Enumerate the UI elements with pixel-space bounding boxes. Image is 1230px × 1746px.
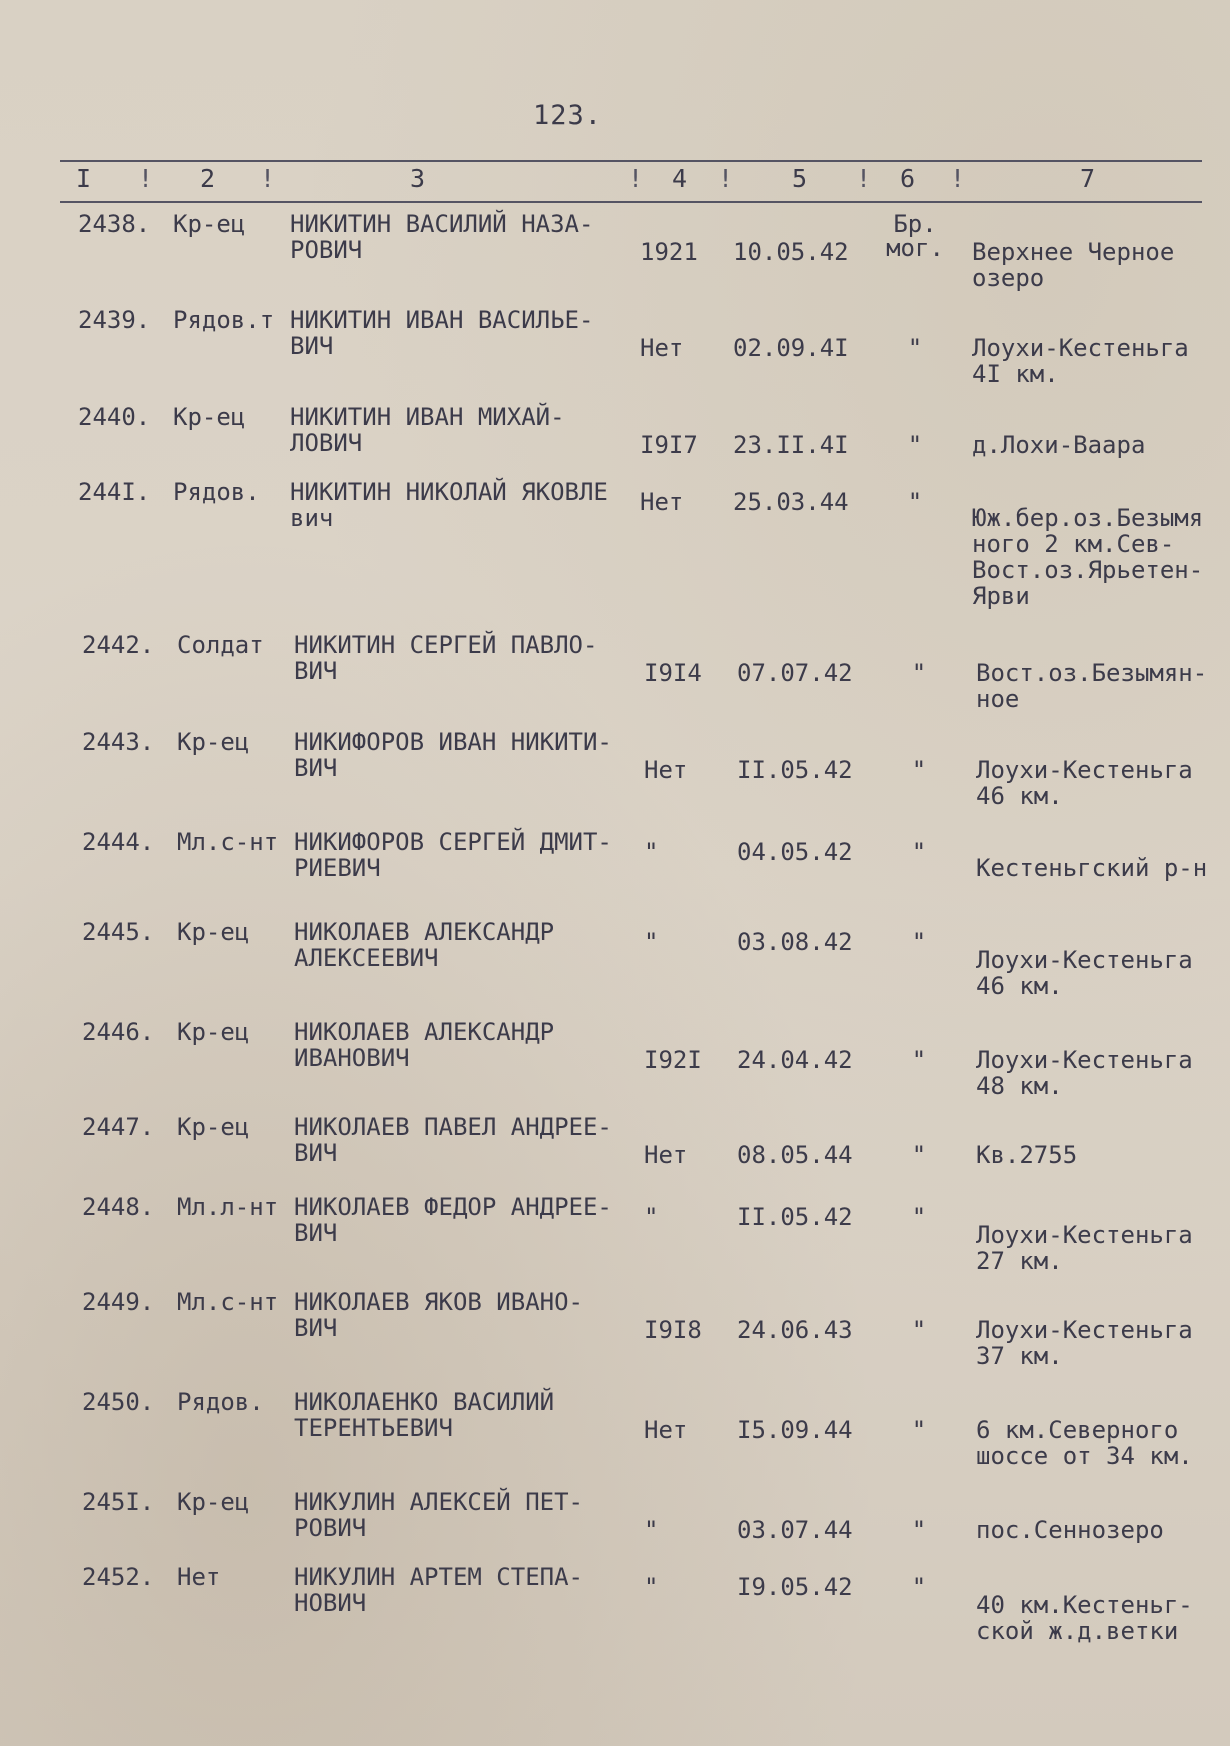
name-cell (294, 1565, 583, 1615)
entry-number: 2443. (82, 728, 155, 756)
birth-year-cell: Нет (644, 1141, 688, 1169)
name-line-1: НИКУЛИН АЛЕКСЕЙ ПЕТ- (294, 1488, 583, 1516)
name-line-2: ТЕРЕНТЬЕВИЧ (294, 1414, 453, 1442)
name-line-2: ВИЧ (290, 332, 334, 360)
name-cell (294, 1115, 612, 1165)
name-cell (294, 1020, 554, 1070)
burial-place-cell: Лоухи-Кестеньга 46 км. (976, 756, 1193, 810)
death-date-cell: 10.05.42 (733, 238, 849, 266)
death-date-cell: I5.09.44 (737, 1416, 853, 1444)
rank-cell: Кр-ец (177, 1113, 250, 1141)
burial-type-cell: " (907, 488, 923, 516)
header-top-rule (60, 160, 1202, 162)
page-number: 123. (533, 100, 603, 131)
name-cell (294, 1390, 554, 1440)
death-date-cell: 07.07.42 (737, 659, 853, 687)
death-date-cell: I9.05.42 (737, 1573, 853, 1601)
header-bottom-rule (60, 201, 1202, 203)
birth-year-cell: Нет (640, 488, 684, 516)
rank-cell: Кр-ец (177, 1018, 250, 1046)
burial-place-cell: 6 км.Северного шоссе от 34 км. (976, 1416, 1193, 1470)
col-header-3: 3 (410, 164, 426, 193)
name-line-1: НИКИТИН ИВАН МИХАЙ- (290, 403, 565, 431)
col-header-2: 2 (200, 164, 216, 193)
col-header-6: 6 (900, 164, 916, 193)
birth-year-cell: Нет (644, 756, 688, 784)
burial-place-cell: Лоухи-Кестеньга 4I км. (972, 334, 1189, 388)
rank-cell: Солдат (177, 631, 264, 659)
entry-number: 2447. (82, 1113, 155, 1141)
entry-number: 245I. (82, 1488, 155, 1516)
death-date-cell: 24.06.43 (737, 1316, 853, 1344)
burial-type-cell: " (911, 928, 927, 956)
name-line-1: НИКУЛИН АРТЕМ СТЕПА- (294, 1563, 583, 1591)
burial-place-cell: Кв.2755 (976, 1141, 1078, 1169)
name-cell (290, 308, 593, 358)
death-date-cell: 23.II.4I (733, 431, 849, 459)
col-header-7: 7 (1080, 164, 1096, 193)
burial-place-cell: Верхнее Черное озеро (972, 238, 1175, 292)
burial-type-cell: " (911, 659, 927, 687)
birth-year-cell: I9I7 (640, 431, 698, 459)
rank-cell: Мл.с-нт (177, 828, 279, 856)
entry-number: 2445. (82, 918, 155, 946)
burial-type-cell: " (911, 1203, 927, 1231)
birth-year-cell: I92I (644, 1046, 702, 1074)
burial-type-cell: " (911, 1141, 927, 1169)
col-separator: ! (856, 164, 872, 193)
rank-cell: Мл.л-нт (177, 1193, 279, 1221)
rank-cell: Мл.с-нт (177, 1288, 279, 1316)
death-date-cell: 03.07.44 (737, 1516, 853, 1544)
birth-year-cell: Нет (644, 1416, 688, 1444)
entry-number: 244I. (78, 478, 151, 506)
name-line-1: НИКИТИН СЕРГЕЙ ПАВЛО- (294, 631, 598, 659)
name-cell (290, 480, 608, 530)
column-header-row (60, 164, 1200, 200)
col-separator: ! (718, 164, 734, 193)
burial-type-cell: " (911, 1573, 927, 1601)
death-date-cell: 02.09.4I (733, 334, 849, 362)
name-line-2: ВИЧ (294, 657, 338, 685)
entry-number: 2444. (82, 828, 155, 856)
name-line-2: РОВИЧ (290, 236, 363, 264)
entry-number: 2452. (82, 1563, 155, 1591)
rank-cell: Рядов. (177, 1388, 264, 1416)
col-separator: ! (628, 164, 644, 193)
col-separator: ! (260, 164, 276, 193)
burial-place-cell: Кестеньгский р-н (976, 854, 1208, 882)
death-date-cell: 24.04.42 (737, 1046, 853, 1074)
burial-type-cell: " (911, 1316, 927, 1344)
death-date-cell: II.05.42 (737, 756, 853, 784)
name-cell (290, 212, 593, 262)
birth-year-cell: " (644, 1203, 659, 1231)
name-cell (294, 1195, 612, 1245)
burial-type-cell: Бр. мог. (886, 210, 944, 262)
rank-cell: Кр-ец (177, 1488, 250, 1516)
burial-place-cell: Лоухи-Кестеньга 46 км. (976, 946, 1193, 1000)
entry-number: 2450. (82, 1388, 155, 1416)
death-date-cell: 25.03.44 (733, 488, 849, 516)
name-line-1: НИКИТИН ВАСИЛИЙ НАЗА- (290, 210, 594, 238)
name-line-2: ЛОВИЧ (290, 429, 363, 457)
col-separator: ! (950, 164, 966, 193)
birth-year-cell: " (644, 1573, 659, 1601)
name-line-1: НИКОЛАЕВ АЛЕКСАНДР (294, 918, 555, 946)
burial-type-cell: " (911, 756, 927, 784)
death-date-cell: 08.05.44 (737, 1141, 853, 1169)
entry-number: 2449. (82, 1288, 155, 1316)
entry-number: 2446. (82, 1018, 155, 1046)
entry-number: 2439. (78, 306, 151, 334)
name-line-1: НИКИТИН ИВАН ВАСИЛЬЕ- (290, 306, 594, 334)
name-cell (294, 1490, 583, 1540)
name-line-1: НИКОЛАЕВ ПАВЕЛ АНДРЕЕ- (294, 1113, 612, 1141)
name-line-2: НОВИЧ (294, 1589, 367, 1617)
burial-type-cell: " (911, 1416, 927, 1444)
name-cell (294, 920, 554, 970)
name-line-1: НИКИТИН НИКОЛАЙ ЯКОВЛЕ (290, 478, 608, 506)
burial-place-cell: Юж.бер.оз.Безымя ного 2 км.Сев- Вост.оз.Ярьетен- Ярви (972, 504, 1204, 610)
burial-place-cell: Лоухи-Кестеньга 48 км. (976, 1046, 1193, 1100)
burial-place-cell: пос.Сеннозеро (976, 1516, 1164, 1544)
birth-year-cell: I9I8 (644, 1316, 702, 1344)
burial-type-cell: " (907, 334, 923, 362)
name-line-2: РИЕВИЧ (294, 854, 381, 882)
burial-place-cell: Лоухи-Кестеньга 37 км. (976, 1316, 1193, 1370)
birth-year-cell: " (644, 838, 659, 866)
burial-place-cell: д.Лохи-Ваара (972, 431, 1146, 459)
rank-cell: Рядов.т (173, 306, 275, 334)
name-line-2: вич (290, 504, 334, 532)
name-line-1: НИКОЛАЕВ ФЕДОР АНДРЕЕ- (294, 1193, 612, 1221)
birth-year-cell: I9I4 (644, 659, 702, 687)
name-line-1: НИКИФОРОВ СЕРГЕЙ ДМИТ- (294, 828, 612, 856)
col-header-5: 5 (792, 164, 808, 193)
col-separator: ! (138, 164, 154, 193)
rank-cell: Кр-ец (173, 403, 246, 431)
name-cell (290, 405, 565, 455)
birth-year-cell: " (644, 928, 659, 956)
burial-type-cell: " (911, 838, 927, 866)
burial-place-cell: Вост.оз.Безымян- ное (976, 659, 1208, 713)
name-line-2: ВИЧ (294, 754, 338, 782)
name-line-2: РОВИЧ (294, 1514, 367, 1542)
death-date-cell: 03.08.42 (737, 928, 853, 956)
col-header-1: I (76, 164, 92, 193)
name-line-2: АЛЕКСЕЕВИЧ (294, 944, 439, 972)
name-line-1: НИКОЛАЕВ АЛЕКСАНДР (294, 1018, 555, 1046)
name-line-2: ВИЧ (294, 1219, 338, 1247)
burial-type-cell: " (907, 431, 923, 459)
rank-cell: Кр-ец (177, 918, 250, 946)
entry-number: 2438. (78, 210, 151, 238)
birth-year-cell: 1921 (640, 238, 698, 266)
name-line-1: НИКИФОРОВ ИВАН НИКИТИ- (294, 728, 612, 756)
death-date-cell: 04.05.42 (737, 838, 853, 866)
col-header-4: 4 (672, 164, 688, 193)
name-cell (294, 1290, 583, 1340)
entry-number: 2440. (78, 403, 151, 431)
name-cell (294, 830, 612, 880)
rank-cell: Рядов. (173, 478, 260, 506)
entry-number: 2448. (82, 1193, 155, 1221)
name-line-2: ИВАНОВИЧ (294, 1044, 410, 1072)
birth-year-cell: Нет (640, 334, 684, 362)
rank-cell: Кр-ец (177, 728, 250, 756)
name-cell (294, 633, 597, 683)
rank-cell: Нет (177, 1563, 221, 1591)
birth-year-cell: " (644, 1516, 659, 1544)
burial-type-cell: " (911, 1046, 927, 1074)
name-line-1: НИКОЛАЕВ ЯКОВ ИВАНО- (294, 1288, 583, 1316)
entry-number: 2442. (82, 631, 155, 659)
rank-cell: Кр-ец (173, 210, 246, 238)
death-date-cell: II.05.42 (737, 1203, 853, 1231)
name-line-2: ВИЧ (294, 1139, 338, 1167)
burial-type-cell: " (911, 1516, 927, 1544)
burial-place-cell: Лоухи-Кестеньга 27 км. (976, 1221, 1193, 1275)
name-cell (294, 730, 612, 780)
name-line-2: ВИЧ (294, 1314, 338, 1342)
name-line-1: НИКОЛАЕНКО ВАСИЛИЙ (294, 1388, 555, 1416)
burial-place-cell: 40 км.Кестеньг- ской ж.д.ветки (976, 1591, 1193, 1645)
